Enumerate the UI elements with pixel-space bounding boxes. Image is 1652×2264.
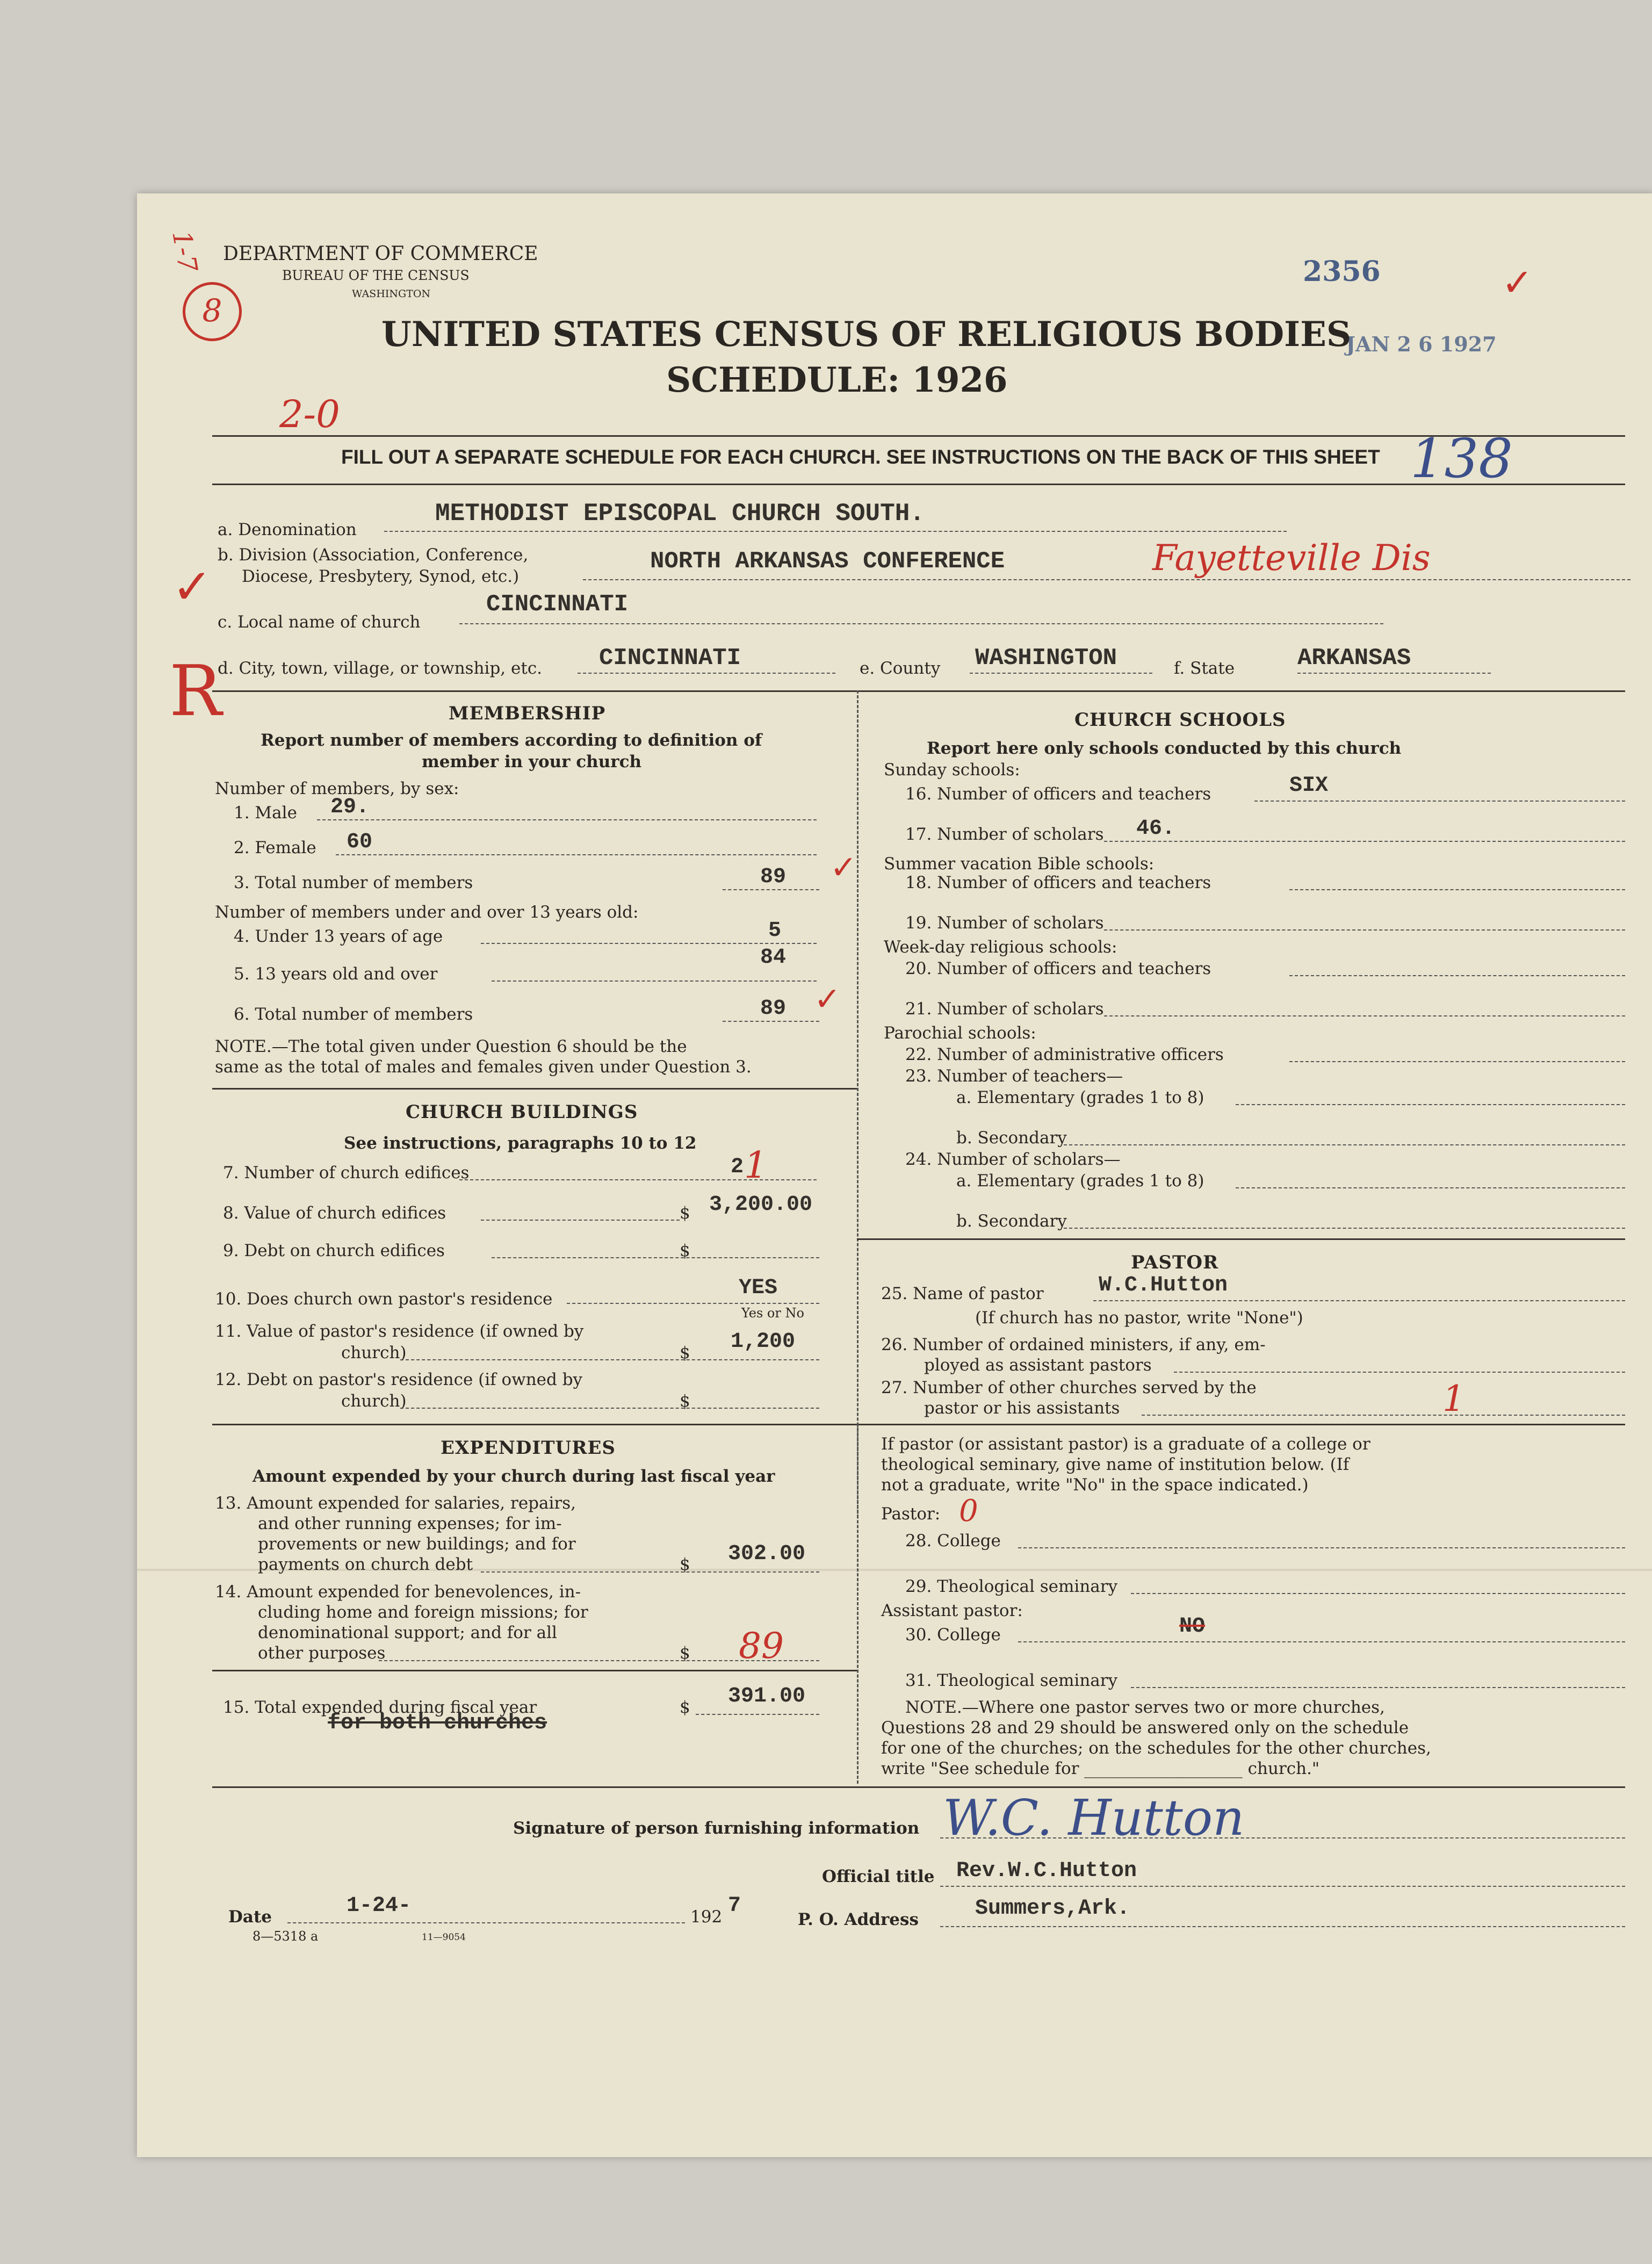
q13-label-3: provements or new buildings; and for — [258, 1534, 576, 1554]
denomination-value: METHODIST EPISCOPAL CHURCH SOUTH. — [435, 500, 925, 528]
under-over-label: Number of members under and over 13 years old: — [215, 903, 639, 922]
q31-line — [1131, 1687, 1625, 1688]
q17-label: 17. Number of scholars — [905, 825, 1104, 844]
q30-label: 30. College — [905, 1625, 1001, 1645]
q24a-label: a. Elementary (grades 1 to 8) — [956, 1171, 1204, 1191]
pastor-note-4: write "See schedule for ___________________ church." — [881, 1759, 1320, 1778]
q14-dollar: $ — [680, 1643, 690, 1663]
q15-label: 15. Total expended during fiscal year — [223, 1698, 537, 1717]
official-title-label: Official title — [822, 1867, 935, 1886]
buildings-rule — [212, 1424, 857, 1425]
footer-rule — [212, 1786, 1625, 1788]
q7-value: 2 — [731, 1155, 744, 1179]
state-label: f. State — [1174, 659, 1235, 678]
section-rule — [212, 690, 1625, 692]
q19-line — [1104, 929, 1625, 931]
schools-rule — [857, 1238, 1625, 1240]
graduate-text: If pastor (or assistant pastor) is a graduate of a college or — [881, 1434, 1370, 1454]
q13-value: 302.00 — [728, 1542, 806, 1566]
q28-label: 28. College — [905, 1531, 1001, 1551]
q26-line — [1174, 1372, 1625, 1373]
buildings-heading: CHURCH BUILDINGS — [406, 1101, 638, 1123]
q14-label: 14. Amount expended for benevolences, in- — [215, 1582, 581, 1602]
form-code: 8—5318 a — [253, 1929, 319, 1944]
q23a-line — [1236, 1104, 1625, 1105]
pastor-heading: PASTOR — [1131, 1252, 1219, 1273]
q4-value: 5 — [768, 919, 782, 943]
q1-label: 1. Male — [234, 803, 297, 823]
assistant-label: Assistant pastor: — [881, 1601, 1023, 1620]
q30-line — [1018, 1641, 1625, 1642]
q30-value: NO — [1179, 1614, 1206, 1639]
q25-line — [1093, 1300, 1625, 1301]
q8-dollar: $ — [680, 1203, 690, 1223]
q2-line — [336, 854, 817, 855]
signature: W.C. Hutton — [943, 1789, 1245, 1847]
q9-dollar: $ — [680, 1241, 690, 1260]
q20-label: 20. Number of officers and teachers — [905, 959, 1211, 978]
q17-line — [1104, 841, 1625, 842]
q18-line — [1289, 889, 1625, 890]
q23-label: 23. Number of teachers— — [905, 1066, 1123, 1086]
q14-line — [379, 1660, 819, 1661]
q6-value: 89 — [760, 997, 787, 1021]
signature-line — [940, 1837, 1625, 1838]
blue-number: 138 — [1410, 427, 1513, 490]
q2-label: 2. Female — [234, 838, 316, 857]
q15-value: 391.00 — [728, 1684, 806, 1708]
q15-dollar: $ — [680, 1698, 690, 1717]
division-label-2: Diocese, Presbytery, Synod, etc.) — [242, 567, 520, 586]
q11-label: 11. Value of pastor's residence (if owned by — [215, 1322, 584, 1341]
q12-label-2: church) — [341, 1391, 407, 1411]
schedule-sheet — [137, 193, 1652, 2157]
q14-label-2: cluding home and foreign missions; for — [258, 1603, 588, 1622]
parochial-label: Parochial schools: — [884, 1023, 1036, 1043]
q24b-label: b. Secondary — [956, 1212, 1067, 1231]
q14-label-4: other purposes — [258, 1643, 386, 1663]
q16-label: 16. Number of officers and teachers — [905, 784, 1211, 804]
q3-line — [723, 889, 819, 890]
schools-sub: Report here only schools conducted by this church — [927, 739, 1402, 758]
instruction-banner: FILL OUT A SEPARATE SCHEDULE FOR EACH CHURCH. SEE INSTRUCTIONS ON THE BACK OF THIS SHEET — [341, 446, 1380, 468]
q7-label: 7. Number of church edifices — [223, 1163, 470, 1183]
q26-label-2: ployed as assistant pastors — [924, 1355, 1152, 1375]
weekday-label: Week-day religious schools: — [884, 938, 1117, 957]
graduate-text-3: not a graduate, write "No" in the space indicated.) — [881, 1475, 1309, 1495]
state-value: ARKANSAS — [1297, 645, 1411, 672]
church-name-line — [459, 623, 1383, 624]
q21-line — [1104, 1015, 1625, 1016]
division-label: b. Division (Association, Conference, — [218, 545, 529, 565]
stamp-number: 2356 — [1303, 255, 1381, 288]
q27-line — [1142, 1415, 1625, 1416]
membership-note: NOTE.—The total given under Question 6 should be the — [215, 1037, 687, 1056]
expenditures-sub: Amount expended by your church during last fiscal year — [253, 1467, 775, 1486]
expenditures-heading: EXPENDITURES — [441, 1437, 616, 1459]
q4-line — [481, 943, 817, 944]
q29-line — [1131, 1593, 1625, 1594]
expenditures-rule — [212, 1670, 857, 1671]
q6-label: 6. Total number of members — [234, 1005, 473, 1024]
q17-value: 46. — [1136, 817, 1175, 841]
pastor-rule — [857, 1424, 1625, 1425]
date-line — [287, 1922, 685, 1923]
q11-dollar: $ — [680, 1343, 690, 1362]
division-note: Fayetteville Dis — [1152, 537, 1431, 579]
schedule-year: SCHEDULE: 1926 — [666, 360, 1008, 400]
q28-line — [1018, 1547, 1625, 1548]
city-line — [578, 673, 835, 674]
q18-label: 18. Number of officers and teachers — [905, 873, 1211, 892]
q16-line — [1254, 801, 1625, 802]
q7-correction: 1 — [744, 1144, 768, 1187]
r-mark: R — [169, 650, 222, 732]
county-label: e. County — [860, 659, 941, 678]
q21-label: 21. Number of scholars — [905, 999, 1104, 1019]
q11-line — [400, 1359, 819, 1360]
q13-dollar: $ — [680, 1555, 690, 1574]
q3-check: ✓ — [830, 849, 857, 886]
q2-value: 60 — [347, 830, 373, 854]
membership-rule — [212, 1088, 857, 1090]
code-mark: 2-0 — [279, 392, 340, 436]
q5-value: 84 — [760, 946, 787, 970]
q25-value: W.C.Hutton — [1099, 1273, 1228, 1297]
q6-check: ✓ — [814, 980, 841, 1018]
q16-value: SIX — [1289, 774, 1329, 798]
date-value: 1-24- — [347, 1894, 412, 1918]
q8-label: 8. Value of church edifices — [223, 1203, 446, 1223]
column-divider — [857, 690, 859, 1518]
q3-label: 3. Total number of members — [234, 873, 473, 892]
denomination-line — [384, 531, 1287, 532]
signature-label: Signature of person furnishing information — [513, 1819, 920, 1838]
sunday-label: Sunday schools: — [884, 760, 1020, 780]
q14-label-3: denominational support; and for all — [258, 1623, 557, 1642]
membership-sub: Report number of members according to definition of — [261, 731, 762, 750]
q24b-line — [1064, 1228, 1625, 1229]
pastor-mark: 0 — [959, 1494, 978, 1528]
q3-value: 89 — [760, 865, 787, 889]
q13-label-2: and other running expenses; for im- — [258, 1514, 562, 1533]
q15-line — [696, 1714, 819, 1715]
city-heading: WASHINGTON — [352, 288, 431, 300]
q23a-label: a. Elementary (grades 1 to 8) — [956, 1088, 1204, 1107]
print-code: 11—9054 — [422, 1932, 466, 1943]
q9-line — [492, 1257, 819, 1258]
q6-line — [723, 1021, 819, 1022]
q5-line — [492, 980, 817, 982]
corner-mark: 1-7 — [166, 228, 203, 275]
q11-label-2: church) — [341, 1343, 407, 1362]
department-heading: DEPARTMENT OF COMMERCE — [223, 243, 538, 265]
schools-heading: CHURCH SCHOOLS — [1074, 709, 1286, 731]
bureau-heading: BUREAU OF THE CENSUS — [282, 268, 470, 283]
q4-label: 4. Under 13 years of age — [234, 927, 443, 946]
state-line — [1297, 673, 1491, 674]
pastor-sub-label: Pastor: — [881, 1504, 941, 1524]
q12-label: 12. Debt on pastor's residence (if owned by — [215, 1370, 583, 1389]
q24-label: 24. Number of scholars— — [905, 1150, 1121, 1169]
q10-line — [567, 1303, 819, 1304]
q14-value: 89 — [739, 1625, 784, 1667]
buildings-sub: See instructions, paragraphs 10 to 12 — [344, 1134, 697, 1153]
division-line — [583, 579, 1631, 580]
q10-hint: Yes or No — [741, 1306, 804, 1321]
address-line — [940, 1926, 1625, 1927]
date-year-prefix: 192 — [690, 1907, 723, 1927]
q25-hint: (If church has no pastor, write "None") — [975, 1308, 1303, 1328]
q10-label: 10. Does church own pastor's residence — [215, 1289, 553, 1309]
city-value: CINCINNATI — [599, 645, 741, 672]
address-value: Summers,Ark. — [975, 1897, 1130, 1921]
graduate-text-2: theological seminary, give name of institution below. (If — [881, 1455, 1350, 1474]
q10-value: YES — [739, 1276, 778, 1300]
official-title-line — [940, 1886, 1625, 1887]
membership-sub-2: member in your church — [422, 752, 642, 772]
q31-label: 31. Theological seminary — [905, 1671, 1118, 1690]
date-label: Date — [228, 1907, 272, 1927]
q29-label: 29. Theological seminary — [905, 1577, 1118, 1596]
q13-line — [481, 1571, 819, 1573]
q8-value: 3,200.00 — [709, 1193, 813, 1217]
q5-label: 5. 13 years old and over — [234, 964, 438, 984]
check-mark-left: ✓ — [172, 559, 213, 615]
address-label: P. O. Address — [798, 1910, 919, 1929]
q22-line — [1289, 1061, 1625, 1062]
q27-label: 27. Number of other churches served by the — [881, 1378, 1257, 1397]
q7-line — [459, 1179, 817, 1180]
church-name-label: c. Local name of church — [218, 612, 421, 632]
county-line — [970, 673, 1152, 674]
q13-label-4: payments on church debt — [258, 1555, 473, 1574]
summer-label: Summer vacation Bible schools: — [884, 854, 1155, 874]
column-divider-lower — [857, 1424, 859, 1784]
circled-number: 8 — [183, 282, 242, 341]
pastor-note-2: Questions 28 and 29 should be answered only on the schedule — [881, 1718, 1409, 1737]
pastor-note-3: for one of the churches; on the schedules for the other churches, — [881, 1739, 1431, 1758]
q1-line — [317, 819, 817, 820]
q13-label: 13. Amount expended for salaries, repairs, — [215, 1494, 576, 1513]
q11-value: 1,200 — [731, 1330, 796, 1354]
q24a-line — [1236, 1187, 1625, 1188]
q9-label: 9. Debt on church edifices — [223, 1241, 445, 1260]
q19-label: 19. Number of scholars — [905, 913, 1104, 933]
pastor-note: NOTE.—Where one pastor serves two or more churches, — [905, 1698, 1385, 1717]
membership-note-2: same as the total of males and females given under Question 3. — [215, 1057, 752, 1077]
q23b-line — [1064, 1144, 1625, 1145]
q25-label: 25. Name of pastor — [881, 1284, 1044, 1303]
q20-line — [1289, 975, 1625, 976]
church-name-value: CINCINNATI — [486, 591, 629, 618]
membership-heading: MEMBERSHIP — [449, 703, 606, 724]
division-value: NORTH ARKANSAS CONFERENCE — [650, 548, 1005, 575]
received-date-stamp: JAN 2 6 1927 — [1346, 332, 1497, 356]
q23b-label: b. Secondary — [956, 1128, 1067, 1148]
official-title-value: Rev.W.C.Hutton — [956, 1859, 1137, 1883]
check-mark: ✓ — [1502, 261, 1533, 305]
q8-line — [481, 1220, 680, 1221]
q12-line — [400, 1408, 819, 1409]
q15-note: for both churches — [328, 1711, 547, 1735]
document-title: UNITED STATES CENSUS OF RELIGIOUS BODIES — [381, 314, 1352, 355]
denomination-label: a. Denomination — [218, 520, 357, 539]
q27-value: 1 — [1442, 1378, 1465, 1419]
date-year-suffix: 7 — [728, 1894, 741, 1918]
q27-label-2: pastor or his assistants — [924, 1398, 1120, 1418]
by-sex-label: Number of members, by sex: — [215, 779, 459, 798]
q26-label: 26. Number of ordained ministers, if any, em- — [881, 1335, 1266, 1354]
county-value: WASHINGTON — [975, 645, 1117, 672]
q22-label: 22. Number of administrative officers — [905, 1045, 1224, 1064]
q12-dollar: $ — [680, 1391, 690, 1411]
city-label: d. City, town, village, or township, etc. — [218, 659, 543, 678]
q1-value: 29. — [330, 795, 370, 819]
